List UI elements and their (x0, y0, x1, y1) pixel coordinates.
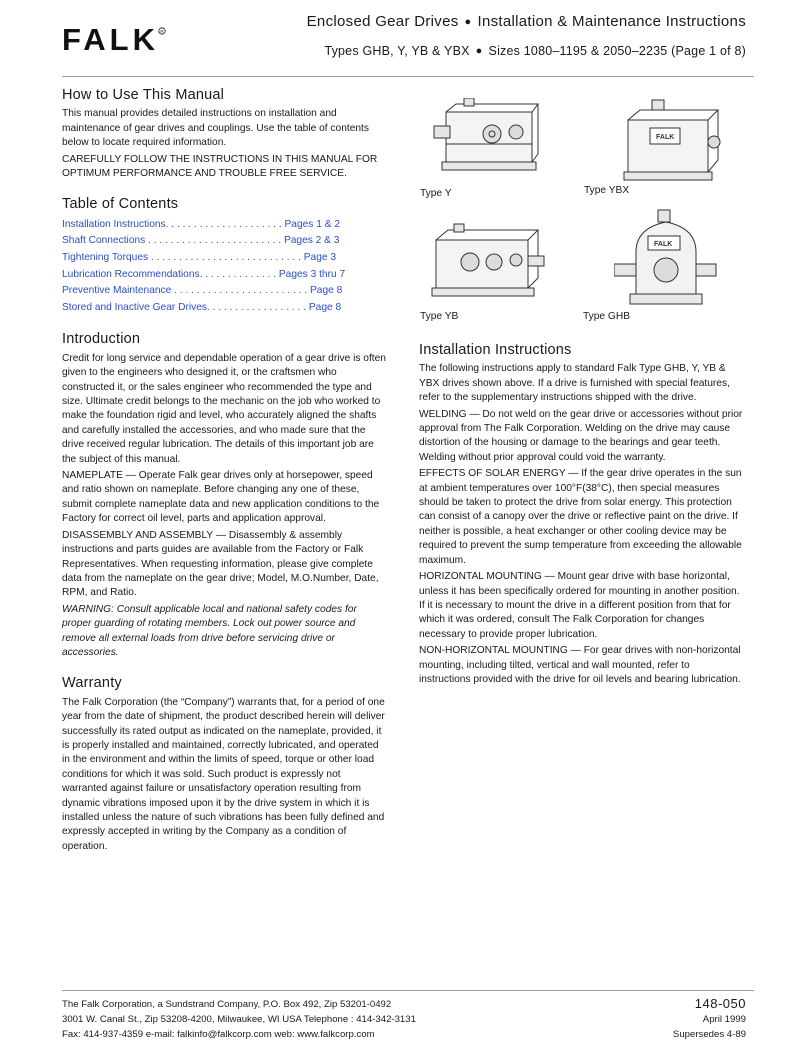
right-column (419, 343, 743, 689)
non-horizontal-mounting-paragraph: NON-HORIZONTAL MOUNTING — For gear drives with non-horizontal mounting, including tilted, vertical and wall mounted, refer to instructions provided with the drive for oil levels and bearing lubrication. (419, 645, 741, 685)
installation-title: Installation Instructions (419, 342, 572, 358)
toc-link-preventive-maintenance[interactable]: Preventive Maintenance . . . . . . . . . . . . . . . . . . . . . . . . Page 8 (62, 285, 343, 297)
introduction-p1: Credit for long service and dependable operation of a gear drive is often given to the engineers who designed it, or the craftsmen who constructed it, or the sales engineer who recommended the type and size. Ultimate credit belongs to the mechanic on the job who worked to make the foundation rigid and level, who accurately aligned the shafts and carefully installed the accessories, and who made sure that the drive received regular lubrication. The details of this important job are the subject of this manual. (62, 352, 386, 465)
type-ybx-drive-figure (620, 98, 722, 184)
warranty-title: Warranty (62, 675, 122, 692)
toc-link-stored-drives[interactable]: Stored and Inactive Gear Drives. . . . . . . . . . . . . . . . . . Page 8 (62, 301, 342, 313)
toc-link-lubrication[interactable]: Lubrication Recommendations. . . . . . . . . . . . . . Pages 3 thru 7 (62, 268, 346, 280)
how-to-title: How to Use This Manual (62, 87, 225, 103)
document-number: 148-050 (694, 996, 746, 1011)
warning-paragraph: WARNING: Consult applicable local and national safety codes for proper guarding of rotating members. Lock out power source and remove all external loads from drive before servicing drive or accessories. (62, 603, 357, 658)
footer-document-info (673, 995, 746, 1042)
toc-link-tightening-torques[interactable]: Tightening Torques . . . . . . . . . . . . . . . . . . . . . . . . . . . Page 3 (62, 252, 337, 264)
type-ghb-label: Type GHB (583, 311, 630, 322)
introduction-section (62, 332, 386, 660)
toc-section (62, 197, 386, 316)
horizontal-mounting-paragraph: HORIZONTAL MOUNTING — Mount gear drive with base horizontal, unless it has been specifically ordered for mounting in another position. If it is necessary to mount the drive in a different position from that for which it was ordered, consult The Falk Corporation for changes necessary to provide proper lubrication. (419, 571, 740, 640)
type-yb-label: Type YB (420, 311, 459, 322)
how-to-p1: This manual provides detailed instructions on installation and maintenance of gear drives and couplings. Use the table of contents below to locate required information. (62, 108, 369, 149)
toc-link-installation[interactable]: Installation Instructions. . . . . . . . . . . . . . . . . . . . . Pages 1 & 2 (62, 218, 341, 230)
type-y-drive-figure (432, 98, 544, 176)
toc-title: Table of Contents (62, 196, 179, 213)
left-column (62, 88, 386, 856)
falk-logo (62, 22, 166, 54)
supersedes: Supersedes 4-89 (672, 1029, 746, 1041)
how-to-section (62, 88, 386, 181)
footer-contact (62, 997, 416, 1043)
warranty-p1: The Falk Corporation (the “Company”) warrants that, for a period of one year from the date of shipment, the product described herein will deliver successfully its rated output as indicated on the nameplate, provided, it is properly installed and maintained, correctly lubricated, and operated in the environment and within the limits of speed, torque or other load conditions for which it was sold. Such product is expressly not warranted against failure or unsatisfactory operation resulting from dynamic vibrations imposed upon it by the drive system in which it is installed unless the nature of such vibrations has been fully defined and expressly accepted in writing by the Company as a condition of operation. (62, 696, 385, 852)
installation-p1: The following instructions apply to standard Falk Type GHB, Y, YB & YBX drives shown above. If a drive is furnished with special features, refer to the supplementary instructions shipped with the drive. (419, 363, 730, 404)
how-to-p2: CAREFULLY FOLLOW THE INSTRUCTIONS IN THIS MANUAL FOR OPTIMUM PERFORMANCE AND TROUBLE FREE SERVICE. (62, 153, 378, 180)
footer-address-2: 3001 W. Canal St., Zip 53208-4200, Milwaukee, WI USA Telephone : 414-342-3131 (62, 1014, 416, 1026)
solar-energy-paragraph: EFFECTS OF SOLAR ENERGY — If the gear drive operates in the sun at ambient temperatures over 100°F(38°C), then special measures should be taken to protect the drive from solar energy. This protection can consist of a canopy over the drive or reflective paint on the drive. If neither is possible, a heat exchanger or other cooling device may be required to prevent the sump temperature from exceeding the allowable maximum. (419, 468, 742, 566)
welding-paragraph: WELDING — Do not weld on the gear drive or accessories without prior approval from The Falk Corporation. Welding on the drive may cause distortion of the housing or damage to the bearings and gear teeth. Welding without prior approval could void the warranty. (419, 408, 743, 463)
header-subtitle: Types GHB, Y, YB & YBX ● Sizes 1080–1195 & 2050–2235 (Page 1 of 8) (324, 44, 746, 58)
installation-section (419, 343, 743, 687)
document-date: April 1999 (702, 1014, 746, 1025)
warranty-section (62, 676, 386, 854)
type-yb-drive-figure (424, 222, 548, 300)
header-divider (62, 76, 754, 77)
svg-text:FALK: FALK (62, 22, 156, 54)
type-ghb-drive-figure (614, 208, 718, 308)
type-ybx-label: Type YBX (584, 185, 630, 196)
type-y-label: Type Y (420, 188, 452, 199)
disassembly-paragraph: DISASSEMBLY AND ASSEMBLY — Disassembly & assembly instructions and parts guides are available from the Factory or Falk Representatives. When requesting information, please give complete data from the nameplate on the gear drive; Model, M.O.Number, Date, RPM, and Ratio. (62, 529, 379, 599)
footer-contact-web: Fax: 414-937-4359 e-mail: falkinfo@falkcorp.com web: www.falkcorp.com (62, 1029, 375, 1041)
svg-text:FALK: FALK (654, 241, 673, 248)
header-title: Enclosed Gear Drives ● Installation & Maintenance Instructions (306, 13, 746, 30)
svg-text:R: R (160, 28, 164, 34)
introduction-title: Introduction (62, 331, 141, 348)
footer-divider (62, 990, 754, 991)
toc-link-shaft-connections[interactable]: Shaft Connections . . . . . . . . . . . . . . . . . . . . . . . . Pages 2 & 3 (62, 235, 340, 247)
nameplate-paragraph: NAMEPLATE — Operate Falk gear drives only at horsepower, speed and ratio shown on nameplate. Before changing any one of these, submit complete nameplate data and new application conditions to the Factory for correct oil level, parts and application approval. (62, 470, 380, 525)
footer-address-1: The Falk Corporation, a Sundstrand Company, P.O. Box 492, Zip 53201-0492 (62, 999, 392, 1010)
svg-text:FALK: FALK (656, 134, 675, 141)
